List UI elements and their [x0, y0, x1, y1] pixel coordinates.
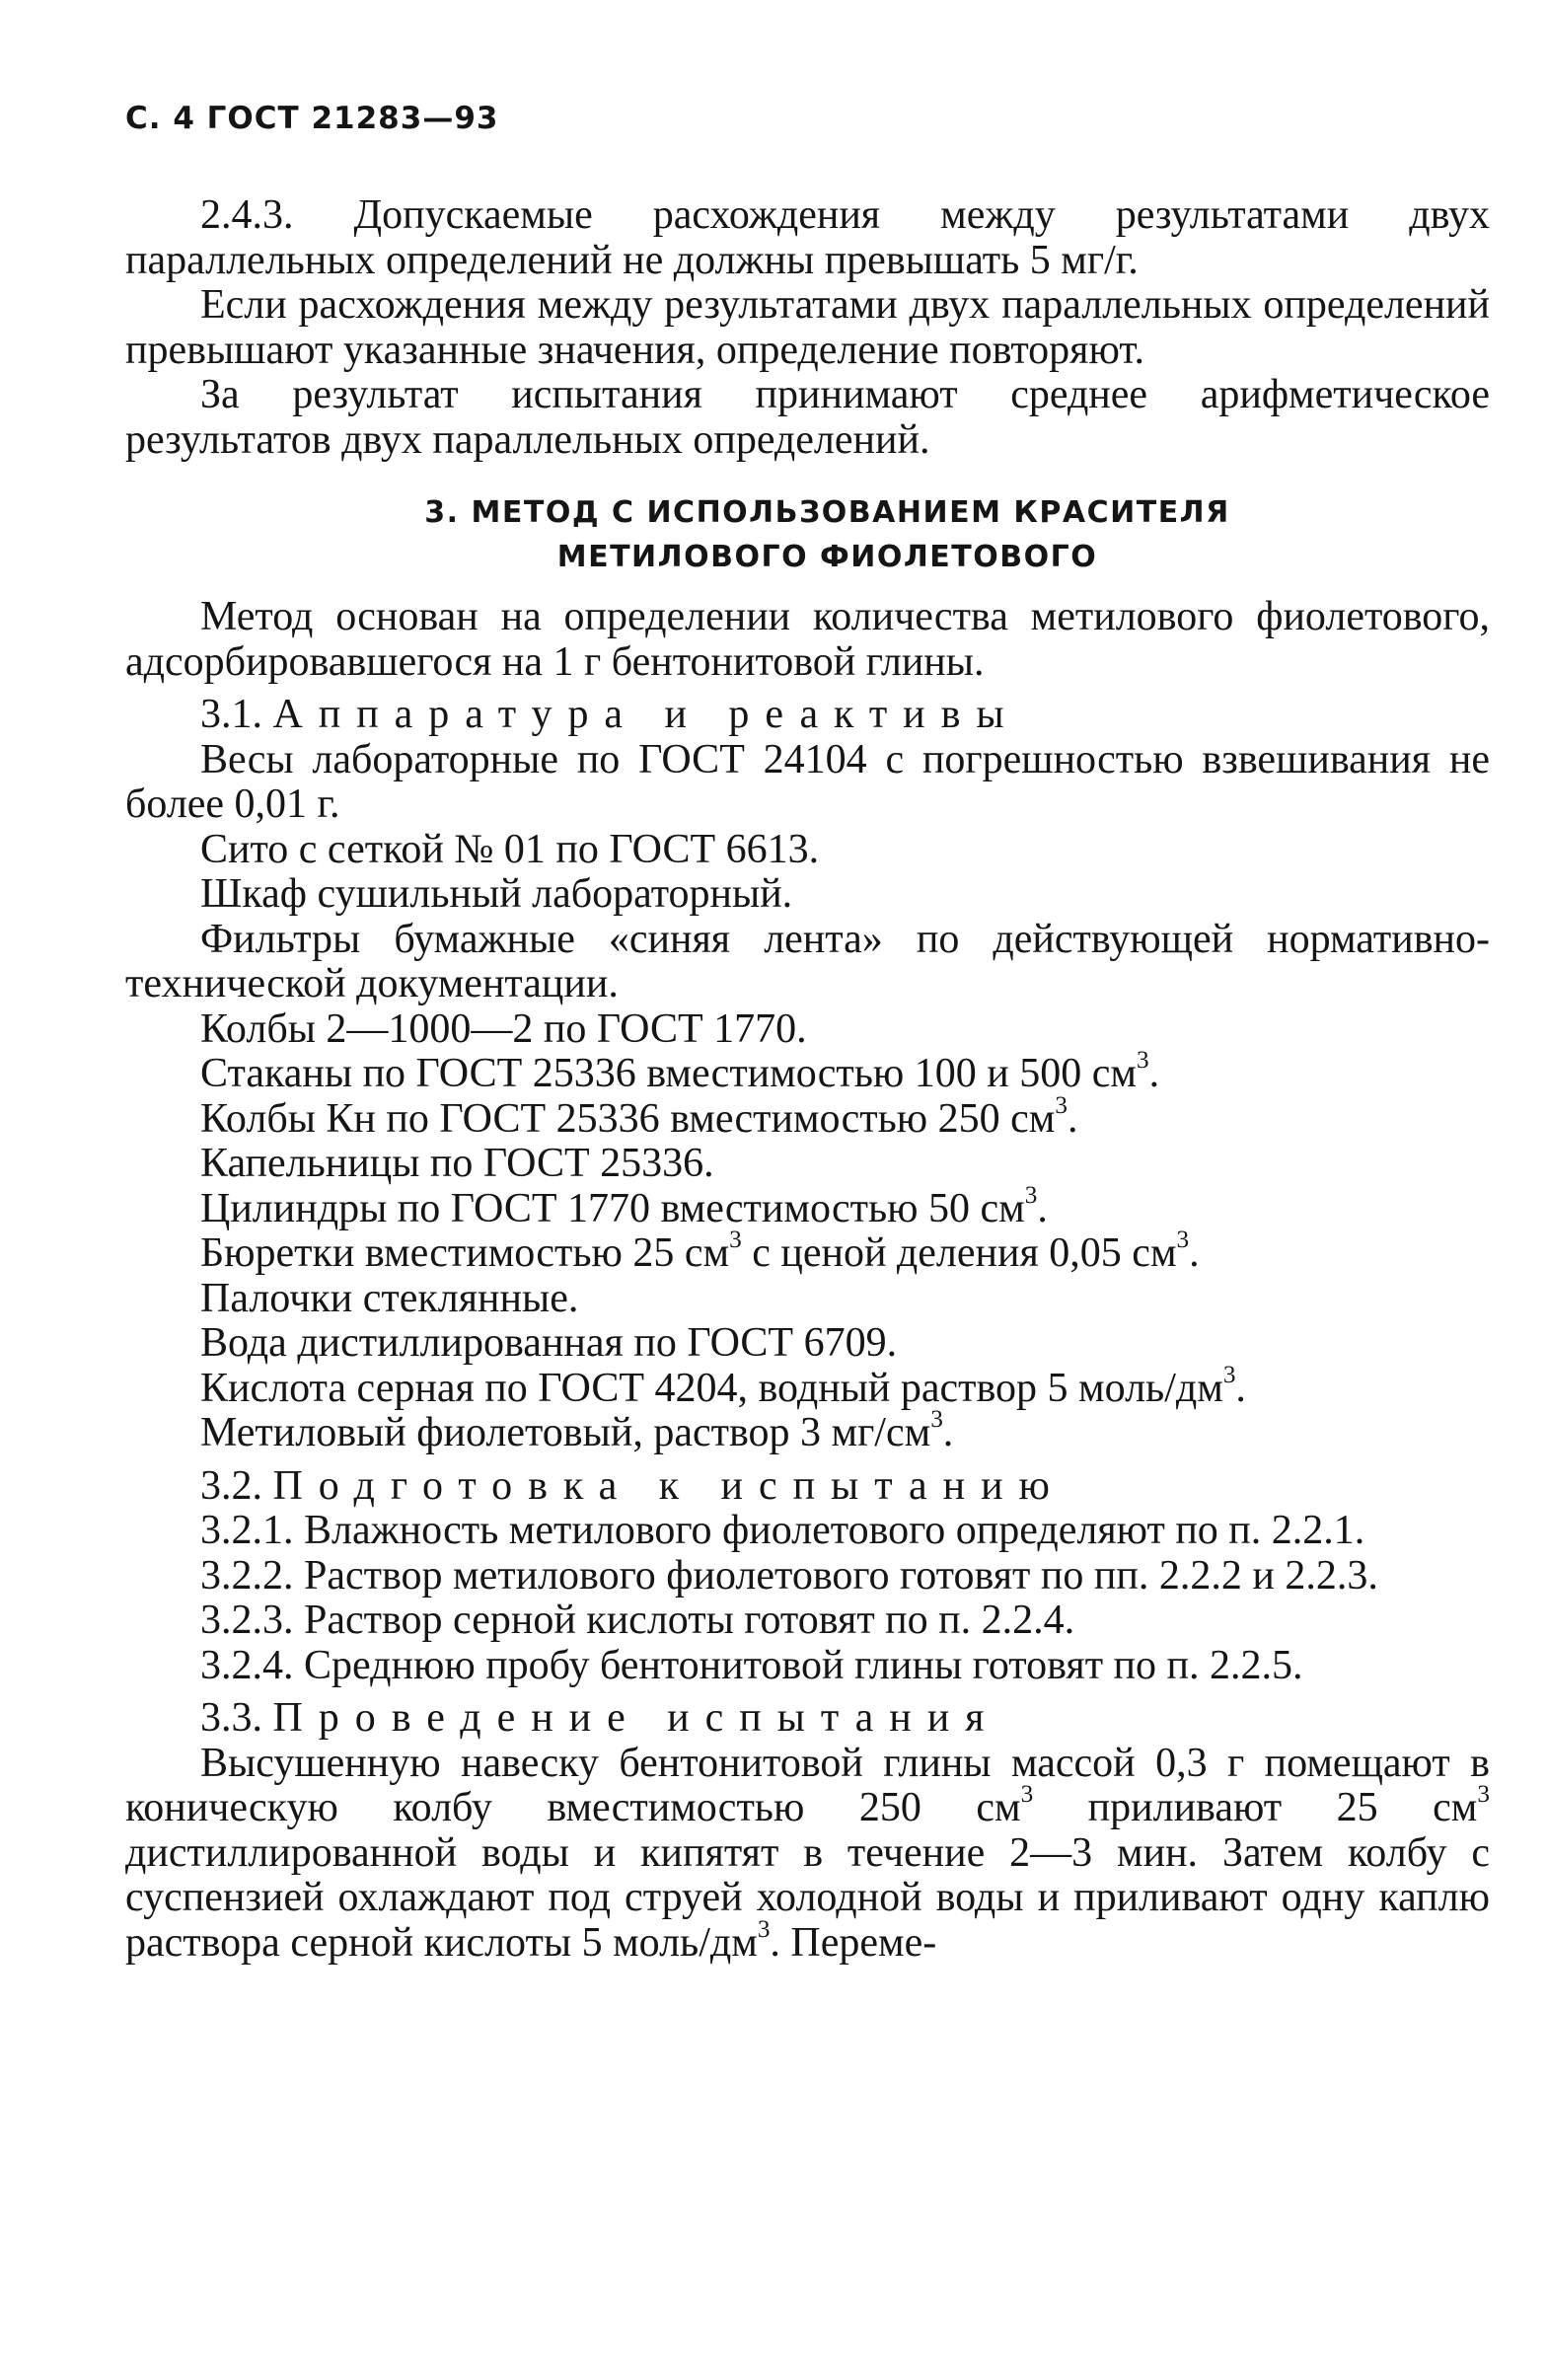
- period: .: [1235, 1365, 1246, 1411]
- paragraph-3-3-procedure: [125, 1742, 1490, 1967]
- superscript: 3: [1222, 1361, 1236, 1388]
- equipment-item: [125, 1091, 1490, 1143]
- equipment-item: [125, 1047, 1490, 1097]
- equipment-item: [125, 1181, 1490, 1232]
- procedure-text: дистиллированной воды и кипятят в течение 2—3 мин. Затем колбу с суспензией охлаждают под струей холодной воды и приливают одну каплю раствора серной кислоты 5 моль/дм: [125, 1829, 1490, 1966]
- superscript: 3: [1176, 1227, 1190, 1254]
- superscript: 3: [1137, 1047, 1149, 1075]
- subsection-3-2-title: Подготовка к испытанию: [272, 1462, 1066, 1509]
- period: .: [1189, 1230, 1200, 1276]
- procedure-text: . Переме-: [770, 1919, 937, 1966]
- equipment-item: Сито с сеткой № 01 по ГОСТ 6613.: [200, 826, 820, 872]
- superscript: 3: [1020, 1781, 1034, 1809]
- equipment-item: Палочки стеклянные.: [200, 1275, 579, 1321]
- equipment-item: [125, 1361, 1490, 1412]
- paragraph-3-2-4: 3.2.4. Среднюю пробу бентонитовой глины готовят по п. 2.2.5.: [200, 1642, 1303, 1688]
- document-body: [125, 193, 1490, 1966]
- section-3-heading-line2: МЕТИЛОВОГО ФИОЛЕТОВОГО: [556, 540, 1098, 574]
- equipment-item: Вода дистиллированная по ГОСТ 6709.: [200, 1320, 898, 1366]
- section-3-heading: [125, 490, 1490, 579]
- equipment-item-text: с ценой деления 0,05 см: [741, 1230, 1177, 1276]
- equipment-item-text: Цилиндры по ГОСТ 1770 вместимостью 50 см: [200, 1185, 1025, 1231]
- superscript: 3: [1024, 1181, 1038, 1209]
- paragraph-3-2-1: 3.2.1. Влажность метилового фиолетового определяют по п. 2.2.1.: [200, 1508, 1365, 1553]
- procedure-text: Высушенную навеску бентонитовой глины массой 0,3 г помещают в коническую колбу вместимостью 250 см: [125, 1740, 1490, 1830]
- period: .: [1148, 1051, 1160, 1096]
- period: .: [942, 1410, 954, 1455]
- superscript: 3: [729, 1227, 742, 1254]
- equipment-item: [125, 1227, 1490, 1277]
- equipment-item-text: Кислота серная по ГОСТ 4204, водный раствор 5 моль/дм: [200, 1365, 1223, 1411]
- equipment-item-text: Метиловый фиолетовый, раствор 3 мг/см: [200, 1410, 931, 1455]
- subsection-3-3-number: 3.3.: [200, 1695, 262, 1741]
- equipment-item: Шкаф сушильный лабораторный.: [200, 871, 793, 917]
- paragraph-3-2-2: 3.2.2. Раствор метилового фиолетового готовят по пп. 2.2.2 и 2.2.3.: [200, 1552, 1378, 1599]
- superscript: 3: [1477, 1781, 1490, 1809]
- paragraph-repeat-rule: Если расхождения между результатами двух параллельных определений превышают указанные значения, определение повторяют.: [125, 282, 1490, 373]
- equipment-item-text: Стаканы по ГОСТ 25336 вместимостью 100 и 500 см: [200, 1051, 1137, 1096]
- equipment-item: [125, 1406, 1490, 1456]
- superscript: 3: [930, 1406, 943, 1434]
- subsection-3-1-heading: [125, 693, 1490, 738]
- subsection-3-2-number: 3.2.: [200, 1462, 262, 1509]
- equipment-item-text: Колбы Кн по ГОСТ 25336 вместимостью 250 см: [200, 1095, 1056, 1142]
- subsection-3-3-heading: [125, 1696, 1490, 1742]
- section-3-heading-line1: 3. МЕТОД С ИСПОЛЬЗОВАНИЕМ КРАСИТЕЛЯ: [424, 495, 1230, 530]
- paragraph-2-4-3: 2.4.3. Допускаемые расхождения между результатами двух параллельных определений не должны превышать 5 мг/г.: [125, 192, 1490, 283]
- section-3-intro: Метод основан на определении количества метилового фиолетового, адсорбировавшегося на 1 г бентонитовой глины.: [125, 594, 1490, 685]
- period: .: [1037, 1185, 1048, 1231]
- superscript: 3: [757, 1915, 771, 1943]
- subsection-3-1-number: 3.1.: [200, 692, 262, 737]
- equipment-item: Колбы 2—1000—2 по ГОСТ 1770.: [200, 1005, 807, 1052]
- equipment-item: Весы лабораторные по ГОСТ 24104 с погрешностью взвешивания не более 0,01 г.: [125, 736, 1490, 827]
- procedure-text: приливают 25 см: [1033, 1785, 1478, 1830]
- subsection-3-1-title: Аппаратура и реактивы: [272, 692, 1020, 737]
- subsection-3-2-heading: [125, 1464, 1490, 1510]
- paragraph-3-2-3: 3.2.3. Раствор серной кислоты готовят по п. 2.2.4.: [200, 1598, 1075, 1643]
- superscript: 3: [1055, 1091, 1068, 1119]
- equipment-item: Капельницы по ГОСТ 25336.: [200, 1141, 714, 1186]
- equipment-item-text: Бюретки вместимостью 25 см: [200, 1230, 730, 1276]
- page-header: С. 4 ГОСТ 21283—93: [125, 101, 499, 136]
- paragraph-result-rule: За результат испытания принимают среднее арифметическое результатов двух параллельных определений.: [125, 372, 1490, 463]
- subsection-3-3-title: Проведение испытания: [272, 1695, 1000, 1741]
- equipment-item: Фильтры бумажные «синяя лента» по действующей нормативно-технической документации.: [125, 916, 1490, 1006]
- period: .: [1067, 1095, 1078, 1142]
